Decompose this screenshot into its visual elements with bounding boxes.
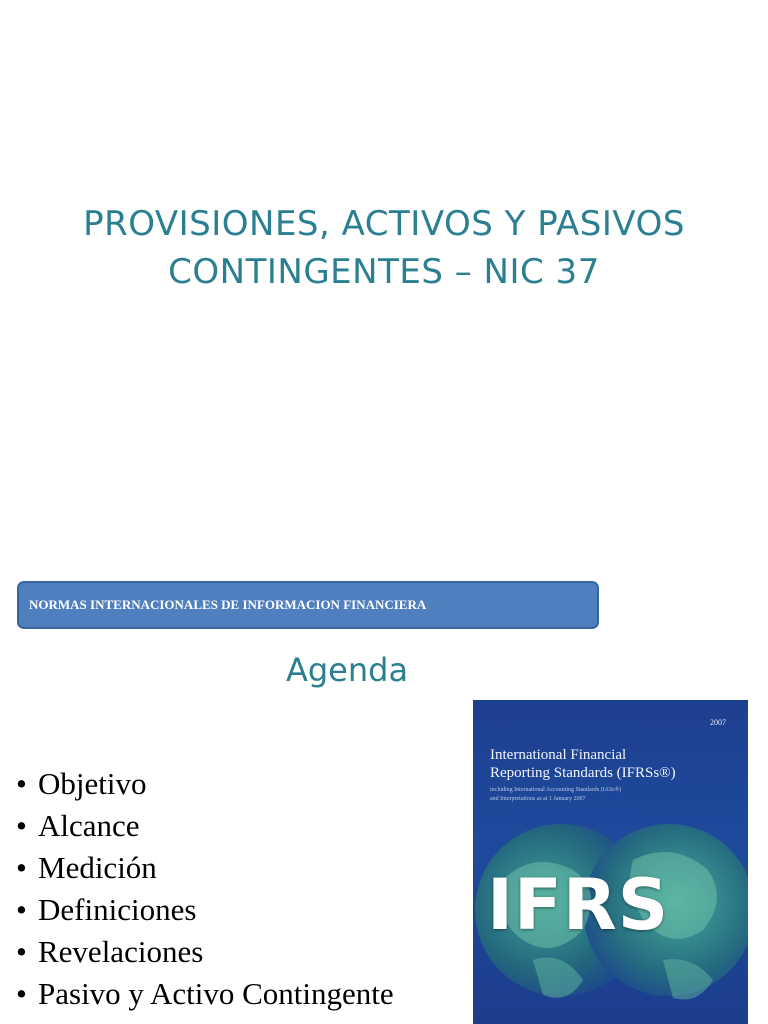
slide-title-line-1: PROVISIONES, ACTIVOS Y PASIVOS [83,204,685,244]
ifrs-book-cover-image [473,700,748,1024]
agenda-item-objetivo: • Objetivo [16,763,394,805]
book-subtitle-line-1: including International Accounting Standards (IASs®) [490,787,622,793]
book-title [490,746,676,782]
slide-title-line-2: CONTINGENTES – NIC 37 [168,252,600,292]
book-subtitle-line-2: and Interpretations as at 1 January 2007 [490,796,586,802]
section-banner: NORMAS INTERNACIONALES DE INFORMACION FINANCIERA [17,581,599,629]
book-title-line-1: International Financial [490,747,627,763]
agenda-heading: Agenda [285,651,409,689]
slide-title [0,200,768,296]
book-subtitle [490,786,621,804]
agenda-item-pasivo-activo-contingente: • Pasivo y Activo Contingente [16,973,394,1015]
ifrs-logo-text: IFRS [487,864,670,946]
agenda-item-revelaciones: • Revelaciones [16,931,394,973]
agenda-item-medicion: • Medición [16,847,394,889]
book-year: 2007 [710,718,726,727]
agenda-list [16,763,394,1015]
agenda-item-definiciones: • Definiciones [16,889,394,931]
agenda-item-alcance: • Alcance [16,805,394,847]
book-title-line-2: Reporting Standards (IFRSs®) [490,765,676,781]
